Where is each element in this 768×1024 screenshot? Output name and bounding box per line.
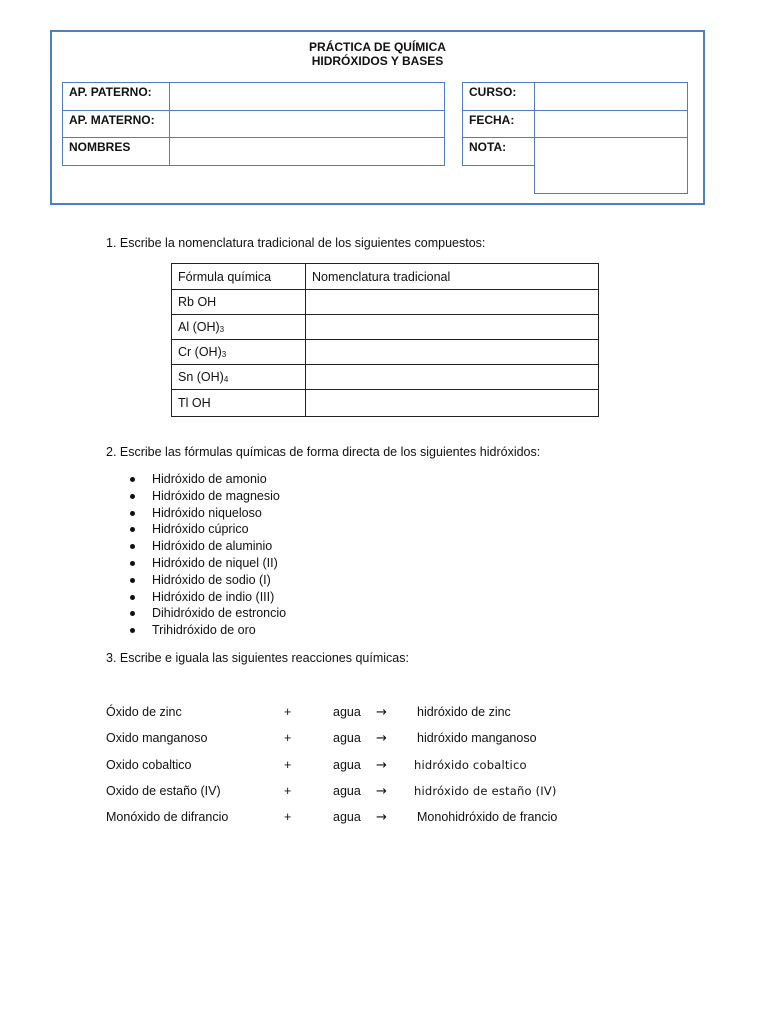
formula-subscript: 3 (219, 325, 225, 334)
list-item (126, 605, 286, 622)
reactant-water: agua (333, 784, 361, 798)
bullet-icon (130, 527, 135, 532)
formula-text: Cr (OH) (178, 345, 222, 359)
name-answer-cell[interactable] (306, 290, 599, 315)
reaction-arrow-icon: → (376, 705, 387, 720)
reaction-row (0, 758, 768, 776)
col-header-name: Nomenclatura tradicional (306, 264, 599, 290)
name-answer-cell[interactable] (306, 340, 599, 365)
hydroxide-list (126, 471, 286, 639)
bullet-icon (130, 494, 135, 499)
paterno-label: AP. PATERNO: (63, 83, 170, 111)
nota-spacer (463, 166, 535, 194)
nombres-label: NOMBRES (63, 138, 170, 166)
list-item-text: Hidróxido de aluminio (152, 539, 273, 554)
course-info-row (463, 138, 688, 166)
course-info-table (462, 82, 688, 194)
list-item (126, 471, 286, 488)
table-row (172, 390, 599, 417)
plus-sign: + (284, 784, 292, 798)
list-item (126, 622, 286, 639)
reaction-arrow-icon: → (376, 810, 387, 825)
nombres-field[interactable] (170, 138, 445, 166)
list-item-text: Hidróxido de indio (III) (152, 589, 275, 604)
formula-cell (172, 290, 306, 315)
list-item (126, 505, 286, 522)
header-box (50, 30, 705, 205)
product-hydroxide: hidróxido cobaltico (414, 758, 527, 772)
list-item-text: Hidróxido cúprico (152, 522, 249, 537)
product-hydroxide: hidróxido de estaño (IV) (414, 784, 557, 798)
fecha-field[interactable] (535, 111, 688, 138)
reactant-oxide: Oxido de estaño (IV) (106, 784, 221, 798)
worksheet-title (52, 40, 703, 68)
product-hydroxide: hidróxido manganoso (417, 731, 537, 745)
reaction-row (0, 705, 768, 723)
plus-sign: + (284, 810, 292, 824)
fecha-label: FECHA: (463, 111, 535, 138)
list-item (126, 521, 286, 538)
formula-subscript: 3 (221, 350, 227, 359)
plus-sign: + (284, 731, 292, 745)
reactant-oxide: Óxido de zinc (106, 705, 182, 719)
title-line-2: HIDRÓXIDOS Y BASES (311, 54, 444, 68)
reaction-arrow-icon: → (376, 758, 387, 773)
reaction-row (0, 731, 768, 749)
bullet-icon (130, 477, 135, 482)
formula-cell (172, 365, 306, 390)
reactant-water: agua (333, 758, 361, 772)
student-info-row (63, 83, 445, 111)
reaction-arrow-icon: → (376, 731, 387, 746)
table-header-row (172, 264, 599, 290)
table-row (172, 365, 599, 390)
list-item-text: Hidróxido niqueloso (152, 505, 262, 520)
name-answer-cell[interactable] (306, 390, 599, 417)
list-item (126, 589, 286, 606)
name-answer-cell[interactable] (306, 315, 599, 340)
bullet-icon (130, 511, 135, 516)
list-item (126, 488, 286, 505)
plus-sign: + (284, 705, 292, 719)
list-item-text: Dihidróxido de estroncio (152, 606, 287, 621)
product-hydroxide: hidróxido de zinc (417, 705, 511, 719)
list-item (126, 572, 286, 589)
reactant-oxide: Monóxido de difrancio (106, 810, 229, 824)
reactant-oxide: Oxido cobaltico (106, 758, 192, 772)
formula-subscript: 4 (223, 375, 229, 384)
student-info-row (63, 138, 445, 166)
bullet-icon (130, 561, 135, 566)
formula-text: Rb OH (178, 295, 217, 309)
materno-field[interactable] (170, 111, 445, 138)
formula-text: Tl OH (178, 396, 211, 410)
formula-cell (172, 315, 306, 340)
formula-cell (172, 340, 306, 365)
list-item (126, 555, 286, 572)
list-item-text: Hidróxido de magnesio (152, 488, 280, 503)
reaction-row (0, 810, 768, 828)
reactant-water: agua (333, 810, 361, 824)
question-3-title: 3. Escribe e iguala las siguientes reacciones químicas: (106, 651, 409, 665)
curso-label: CURSO: (463, 83, 535, 111)
bullet-icon (130, 595, 135, 600)
nota-label: NOTA: (463, 138, 535, 166)
course-info-row (463, 111, 688, 138)
student-info-table (62, 82, 445, 166)
table-row (172, 315, 599, 340)
nota-field[interactable] (535, 138, 688, 194)
plus-sign: + (284, 758, 292, 772)
formula-text: Al (OH) (178, 320, 220, 334)
reactant-water: agua (333, 705, 361, 719)
course-info-row (463, 83, 688, 111)
list-item-text: Trihidróxido de oro (152, 623, 256, 638)
title-line-1: PRÁCTICA DE QUÍMICA (309, 40, 446, 54)
name-answer-cell[interactable] (306, 365, 599, 390)
reactant-water: agua (333, 731, 361, 745)
curso-field[interactable] (535, 83, 688, 111)
question-1-title: 1. Escribe la nomenclatura tradicional de los siguientes compuestos: (106, 236, 486, 250)
list-item-text: Hidróxido de amonio (152, 472, 267, 486)
bullet-icon (130, 628, 135, 633)
reaction-arrow-icon: → (376, 784, 387, 799)
list-item-text: Hidróxido de niquel (II) (152, 555, 278, 570)
bullet-icon (130, 578, 135, 583)
bullet-icon (130, 611, 135, 616)
formula-cell (172, 390, 306, 417)
bullet-icon (130, 544, 135, 549)
reaction-row (0, 784, 768, 802)
formula-text: Sn (OH) (178, 370, 224, 384)
table-row (172, 290, 599, 315)
reactant-oxide: Oxido manganoso (106, 731, 208, 745)
product-hydroxide: Monohidróxido de francio (417, 810, 558, 824)
list-item-text: Hidróxido de sodio (I) (152, 572, 271, 587)
student-info-row (63, 111, 445, 138)
col-header-formula: Fórmula química (172, 264, 306, 290)
materno-label: AP. MATERNO: (63, 111, 170, 138)
compounds-table (171, 263, 599, 417)
table-row (172, 340, 599, 365)
question-2-title: 2. Escribe las fórmulas químicas de forma directa de los siguientes hidróxidos: (106, 445, 541, 459)
list-item (126, 538, 286, 555)
paterno-field[interactable] (170, 83, 445, 111)
